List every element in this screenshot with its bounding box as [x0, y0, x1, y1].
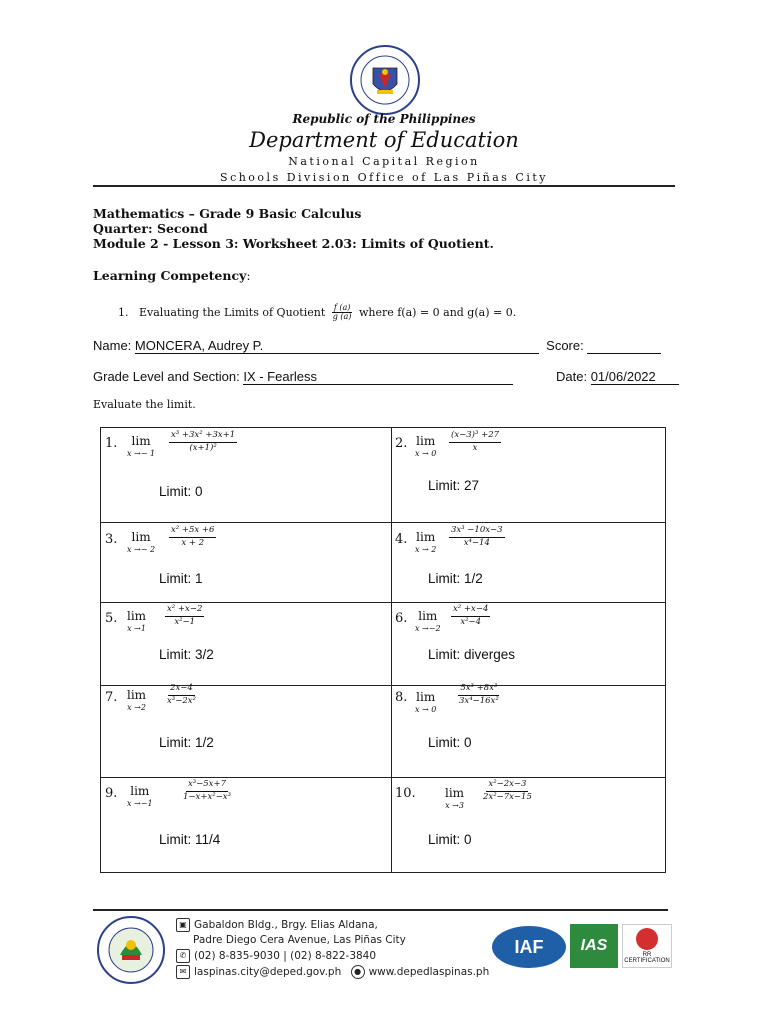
- expression-denominator: x⁴−14: [463, 537, 490, 548]
- deped-seal-logo: [349, 44, 421, 116]
- limit-approach: x → 2: [415, 545, 437, 554]
- expression-denominator: 3x⁴−16x²: [459, 695, 499, 706]
- competency-condition: where f(a) = 0 and g(a) = 0.: [358, 305, 517, 319]
- expression-denominator: 1−x+x²−x³: [183, 791, 231, 802]
- competency-heading: [93, 268, 251, 283]
- header-divider: [93, 185, 675, 187]
- limit-word: lim: [418, 609, 438, 623]
- phone-text: (02) 8-835-9030 | (02) 8-822-3840: [194, 950, 377, 962]
- expression-numerator: x³−5x+7: [186, 780, 228, 792]
- problem-number: 7.: [105, 690, 118, 705]
- problems-table: [100, 427, 666, 873]
- limit-word: lim: [416, 530, 436, 544]
- table-divider-row: [101, 602, 665, 603]
- problem-number: 4.: [395, 532, 408, 547]
- limit-word: lim: [131, 530, 151, 544]
- expression-numerator: 5x³ +8x³: [458, 684, 499, 696]
- limit-approach: x →−2: [415, 624, 441, 633]
- globe-icon: ●: [351, 965, 365, 979]
- limit-approach: x →1: [127, 624, 146, 633]
- limit-expression: [457, 684, 501, 707]
- limit-operator: [127, 530, 155, 554]
- limit-word: lim: [127, 609, 147, 623]
- limit-operator: [415, 609, 441, 633]
- module-line: Module 2 - Lesson 3: Worksheet 2.03: Limits of Quotient.: [93, 236, 494, 251]
- limit-expression: [449, 431, 501, 454]
- grade-row: [93, 369, 513, 385]
- grade-field[interactable]: [243, 369, 513, 385]
- expression-numerator: x²−2x−3: [486, 780, 528, 792]
- limit-expression: [169, 431, 237, 454]
- table-divider-row: [101, 522, 665, 523]
- grade-value: IX - Fearless: [243, 369, 318, 384]
- limit-word: lim: [416, 690, 436, 704]
- building-icon: ▣: [176, 918, 190, 932]
- limit-expression: [481, 780, 534, 803]
- ias-logo: IAS: [570, 924, 618, 968]
- division-title: Schools Division Office of Las Piñas City: [220, 171, 548, 184]
- date-value: 01/06/2022: [590, 369, 656, 384]
- answer-text: Limit: 1: [159, 571, 203, 586]
- limit-approach: x → 0: [415, 705, 437, 714]
- expression-numerator: x³ +3x² +3x+1: [169, 431, 237, 443]
- answer-text: Limit: 0: [428, 832, 472, 847]
- limit-operator: [127, 784, 153, 808]
- limit-operator: [415, 690, 436, 714]
- website-text[interactable]: www.depedlaspinas.ph: [368, 966, 490, 978]
- expression-numerator: 2x−4: [168, 684, 195, 696]
- name-row: [93, 338, 661, 354]
- footer-address: [176, 918, 378, 932]
- footer-divider: [93, 909, 668, 911]
- date-field[interactable]: [591, 369, 679, 385]
- answer-text: Limit: 27: [428, 478, 480, 493]
- region-title: National Capital Region: [288, 155, 480, 168]
- score-field[interactable]: [587, 339, 661, 354]
- instruction-text: Evaluate the limit.: [93, 398, 196, 411]
- republic-title: Republic of the Philippines: [292, 112, 476, 126]
- limit-word: lim: [131, 434, 151, 448]
- footer-contacts: [176, 965, 489, 979]
- limit-word: lim: [130, 784, 150, 798]
- answer-text: Limit: 1/2: [428, 571, 483, 586]
- competency-fraction: [331, 304, 354, 322]
- expression-denominator: 2x²−7x−15: [483, 791, 532, 802]
- problem-number: 10.: [395, 786, 416, 801]
- limit-expression: [169, 526, 216, 549]
- limit-approach: x →− 2: [127, 545, 156, 554]
- phone-icon: ✆: [176, 949, 190, 963]
- expression-denominator: x²−1: [174, 616, 196, 627]
- limit-operator: [445, 786, 464, 810]
- rr-mark-icon: [636, 928, 658, 950]
- department-title: Department of Education: [249, 128, 519, 152]
- division-seal-logo: [96, 915, 166, 985]
- expression-numerator: 3x³ −10x−3: [449, 526, 505, 538]
- problem-number: 1.: [105, 436, 118, 451]
- answer-text: Limit: 3/2: [159, 647, 214, 662]
- date-row: [556, 369, 679, 385]
- limit-operator: [127, 688, 146, 712]
- answer-text: Limit: 1/2: [159, 735, 214, 750]
- expression-denominator: x³−2x²: [167, 695, 196, 706]
- limit-operator: [415, 530, 436, 554]
- competency-colon: :: [246, 268, 251, 283]
- expression-denominator: x²−4: [460, 616, 482, 627]
- score-label: Score:: [546, 338, 584, 353]
- limit-expression: [451, 605, 490, 628]
- expression-numerator: (x−3)³ +27: [449, 431, 501, 443]
- answer-text: Limit: 0: [428, 735, 472, 750]
- limit-approach: x →−1: [127, 799, 153, 808]
- rr-certification-text: RR CERTIFICATION: [624, 952, 670, 964]
- problem-number: 6.: [395, 611, 408, 626]
- expression-denominator: x + 2: [181, 537, 205, 548]
- date-label: Date:: [556, 369, 588, 384]
- address-line-1: Gabaldon Bldg., Brgy. Elias Aldana,: [194, 919, 378, 931]
- limit-approach: x →− 1: [127, 449, 156, 458]
- grade-label: Grade Level and Section:: [93, 369, 240, 384]
- problem-number: 3.: [105, 532, 118, 547]
- answer-text: Limit: diverges: [428, 647, 516, 662]
- limit-expression: [449, 526, 505, 549]
- limit-approach: x → 0: [415, 449, 437, 458]
- limit-expression: [165, 605, 204, 628]
- problem-number: 5.: [105, 611, 118, 626]
- expression-denominator: x: [472, 442, 478, 453]
- limit-approach: x →2: [127, 703, 146, 712]
- address-line-2: Padre Diego Cera Avenue, Las Piñas City: [193, 934, 406, 946]
- problem-number: 9.: [105, 786, 118, 801]
- limit-operator: [127, 434, 155, 458]
- name-label: Name:: [93, 338, 132, 353]
- limit-word: lim: [445, 786, 465, 800]
- expression-numerator: x² +x−4: [451, 605, 490, 617]
- problem-number: 2.: [395, 436, 408, 451]
- limit-expression: [181, 780, 233, 803]
- name-field[interactable]: [135, 338, 539, 354]
- limit-approach: x →3: [445, 801, 464, 810]
- email-icon: ✉: [176, 965, 190, 979]
- name-value: MONCERA, Audrey P.: [134, 338, 264, 353]
- competency-fraction-numerator: f (a): [333, 303, 351, 312]
- footer-phone: [176, 949, 376, 963]
- limit-operator: [127, 609, 146, 633]
- rr-certification-logo: [622, 924, 672, 968]
- competency-fraction-denominator: g (a): [332, 312, 352, 322]
- answer-text: Limit: 0: [159, 484, 203, 499]
- table-divider-row: [101, 777, 665, 778]
- competency-text: Evaluating the Limits of Quotient: [139, 305, 326, 319]
- limit-operator: [415, 434, 436, 458]
- email-text[interactable]: laspinas.city@deped.gov.ph: [194, 966, 342, 978]
- limit-word: lim: [127, 688, 147, 702]
- subject-line: Mathematics – Grade 9 Basic Calculus: [93, 206, 362, 221]
- expression-denominator: (x+1)²: [189, 442, 217, 453]
- quarter-line: Quarter: Second: [93, 221, 208, 236]
- limit-word: lim: [416, 434, 436, 448]
- limit-expression: [165, 684, 198, 707]
- competency-label: Learning Competency: [93, 268, 247, 283]
- table-divider-vertical: [391, 428, 392, 872]
- answer-text: Limit: 11/4: [159, 832, 221, 847]
- competency-item: [118, 304, 516, 322]
- expression-numerator: x² +5x +6: [169, 526, 216, 538]
- expression-numerator: x² +x−2: [165, 605, 204, 617]
- competency-number: 1.: [118, 305, 129, 319]
- problem-number: 8.: [395, 690, 408, 705]
- iaf-logo: IAF: [492, 926, 566, 968]
